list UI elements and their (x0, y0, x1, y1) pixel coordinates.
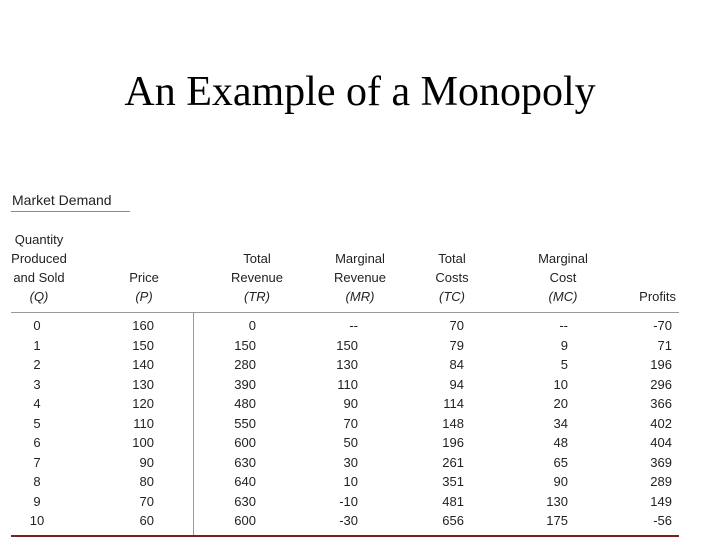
cell-quantity: 0 (33, 318, 41, 333)
cell-profits: -56 (653, 513, 672, 528)
cell-price: 130 (132, 376, 154, 392)
cell-price: 80 (139, 474, 154, 489)
cell-profits: 71 (657, 337, 672, 353)
cell-marginal-revenue: 90 (343, 396, 358, 411)
header-total-costs (425, 249, 479, 306)
header-marginal-cost (528, 249, 598, 306)
cell-profits: 289 (650, 474, 672, 489)
cell-total-revenue: 640 (234, 474, 256, 489)
header-marginal-revenue-abbr: (MR) (345, 289, 375, 304)
cell-quantity: 4 (33, 396, 41, 411)
header-quantity-line: Produced (11, 251, 67, 266)
cell-price: 150 (132, 337, 154, 353)
header-quantity-line: and Sold (13, 270, 65, 285)
cell-total-costs: 94 (449, 376, 464, 392)
header-total-revenue-line: Revenue (230, 270, 284, 285)
cell-price: 100 (132, 435, 154, 450)
header-quantity-abbr: (Q) (29, 289, 49, 304)
cell-marginal-cost: 90 (553, 474, 568, 489)
cell-total-costs: 70 (449, 318, 464, 333)
cell-profits: 366 (650, 396, 672, 411)
table-row (0, 453, 720, 473)
slide-title: An Example of a Monopoly (124, 69, 596, 115)
header-total-revenue-abbr: (TR) (244, 289, 270, 304)
cell-quantity: 2 (33, 357, 41, 372)
table-row (0, 492, 720, 512)
cell-price: 120 (132, 396, 154, 411)
cell-marginal-revenue: 130 (336, 357, 358, 372)
cell-total-revenue: 280 (234, 357, 256, 372)
header-marginal-cost-abbr: (MC) (548, 289, 578, 304)
cell-total-revenue: 550 (234, 415, 256, 431)
header-marginal-cost-line: Marginal (538, 251, 588, 266)
cell-total-revenue: 480 (234, 396, 256, 411)
table-bottom-rule (11, 535, 679, 537)
cell-quantity: 3 (33, 376, 41, 392)
table-row (0, 414, 720, 434)
cell-marginal-cost: 175 (546, 513, 568, 528)
cell-total-costs: 196 (442, 435, 464, 450)
cell-marginal-revenue: -- (349, 318, 358, 333)
header-profits-line: Profits (639, 289, 676, 304)
header-total-costs-line: Total (438, 251, 466, 266)
cell-total-costs: 481 (442, 493, 464, 509)
cell-quantity: 1 (33, 337, 41, 353)
cell-marginal-revenue: 50 (343, 435, 358, 450)
cell-marginal-revenue: 150 (336, 337, 358, 353)
cell-marginal-revenue: 30 (343, 454, 358, 470)
cell-price: 160 (132, 318, 154, 333)
cell-total-revenue: 600 (234, 435, 256, 450)
header-quantity (10, 230, 68, 306)
cell-profits: 402 (650, 415, 672, 431)
table-row (0, 355, 720, 375)
table-row (0, 472, 720, 492)
header-profits (620, 287, 676, 306)
header-price-line: Price (129, 270, 159, 285)
cell-profits: 404 (650, 435, 672, 450)
cell-marginal-cost: 48 (553, 435, 568, 450)
cell-marginal-revenue: -10 (339, 493, 358, 509)
cell-profits: 296 (650, 376, 672, 392)
cell-profits: 369 (650, 454, 672, 470)
cell-total-revenue: 600 (234, 513, 256, 528)
table-row (0, 433, 720, 453)
cell-marginal-cost: -- (559, 318, 568, 333)
table-row (0, 336, 720, 356)
header-total-costs-abbr: (TC) (439, 289, 465, 304)
cell-total-costs: 148 (442, 415, 464, 431)
header-marginal-cost-line: Cost (549, 270, 577, 285)
section-label: Market Demand (12, 192, 112, 208)
table-row (0, 511, 720, 531)
cell-quantity: 8 (33, 474, 41, 489)
cell-quantity: 7 (33, 454, 41, 470)
cell-total-costs: 79 (449, 337, 464, 353)
cell-quantity: 5 (33, 415, 41, 431)
cell-quantity: 6 (33, 435, 41, 450)
cell-total-revenue: 0 (248, 318, 256, 333)
cell-marginal-cost: 9 (560, 337, 568, 353)
cell-marginal-revenue: 10 (343, 474, 358, 489)
cell-price: 90 (139, 454, 154, 470)
cell-marginal-cost: 20 (553, 396, 568, 411)
cell-marginal-cost: 130 (546, 493, 568, 509)
cell-profits: -70 (653, 318, 672, 333)
header-total-revenue-line: Total (243, 251, 271, 266)
cell-profits: 149 (650, 493, 672, 509)
table-body (0, 316, 720, 531)
cell-profits: 196 (650, 357, 672, 372)
cell-total-revenue: 630 (234, 493, 256, 509)
cell-marginal-cost: 10 (553, 376, 568, 392)
cell-total-costs: 351 (442, 474, 464, 489)
table-row (0, 394, 720, 414)
cell-total-costs: 261 (442, 454, 464, 470)
header-marginal-revenue-line: Marginal (335, 251, 385, 266)
cell-marginal-cost: 65 (553, 454, 568, 470)
cell-price: 60 (139, 513, 154, 528)
cell-total-costs: 656 (442, 513, 464, 528)
header-total-revenue (224, 249, 290, 306)
header-total-costs-line: Costs (435, 270, 469, 285)
cell-quantity: 10 (29, 513, 45, 528)
header-price (120, 268, 168, 306)
cell-price: 110 (133, 415, 154, 431)
cell-total-costs: 114 (443, 396, 464, 411)
cell-total-revenue: 150 (234, 337, 256, 353)
header-quantity-line: Quantity (14, 232, 64, 247)
table-row (0, 375, 720, 395)
cell-marginal-revenue: -30 (339, 513, 358, 528)
cell-marginal-revenue: 70 (343, 415, 358, 431)
cell-marginal-cost: 34 (553, 415, 568, 431)
cell-total-revenue: 390 (234, 376, 256, 392)
header-price-abbr: (P) (135, 289, 153, 304)
cell-quantity: 9 (33, 493, 41, 509)
cell-total-costs: 84 (449, 357, 464, 372)
header-marginal-revenue-line: Revenue (333, 270, 387, 285)
cell-total-revenue: 630 (234, 454, 256, 470)
header-marginal-revenue (326, 249, 394, 306)
cell-marginal-cost: 5 (560, 357, 568, 372)
section-underline (11, 211, 130, 212)
table-top-rule (11, 312, 679, 313)
table-row (0, 316, 720, 336)
cell-price: 70 (139, 493, 154, 509)
cell-price: 140 (132, 357, 154, 372)
cell-marginal-revenue: 110 (337, 376, 358, 392)
